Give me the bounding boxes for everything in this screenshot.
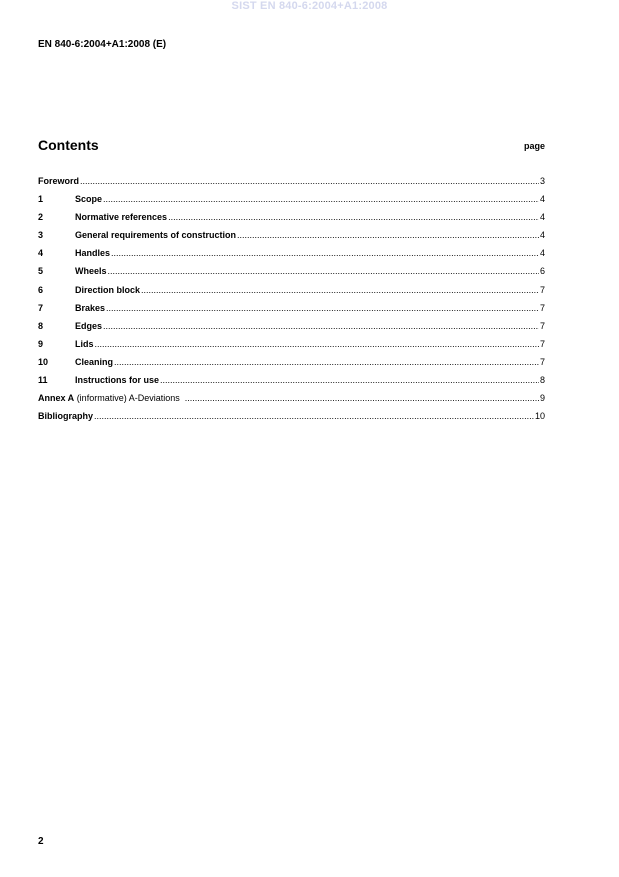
toc-entry-normative-references[interactable] xyxy=(38,211,545,229)
toc-entry-page: 7 xyxy=(539,356,545,367)
toc-leader-dots xyxy=(185,392,539,404)
toc-entry-foreword[interactable] xyxy=(38,175,545,193)
toc-entry-page: 6 xyxy=(539,266,545,277)
page-number: 2 xyxy=(38,836,44,847)
toc-leader-dots xyxy=(168,211,539,223)
toc-entry-number: 4 xyxy=(38,248,44,259)
toc-entry-page: 8 xyxy=(539,375,545,386)
contents-heading: Contents xyxy=(38,137,99,153)
toc-entry-title: Edges xyxy=(75,320,103,331)
toc-leader-dots xyxy=(141,284,539,296)
toc-entry-title: Scope xyxy=(75,194,103,205)
toc-entry-title: Foreword xyxy=(38,176,80,186)
document-identifier: EN 840-6:2004+A1:2008 (E) xyxy=(38,39,167,50)
toc-entry-number: 1 xyxy=(38,194,44,205)
toc-entry-number: 3 xyxy=(38,230,44,241)
toc-entry-page: 3 xyxy=(539,176,545,186)
toc-entry-page: 10 xyxy=(534,411,545,422)
toc-entry-title: Brakes xyxy=(75,302,106,313)
toc-entry-number: 10 xyxy=(38,356,49,367)
watermark-text: SIST EN 840-6:2004+A1:2008 xyxy=(231,0,388,12)
toc-entry-page: 4 xyxy=(539,194,545,205)
toc-leader-dots xyxy=(103,320,539,332)
toc-entry-note-text: (informative) A-Deviations xyxy=(76,393,180,404)
toc-entry-page: 7 xyxy=(539,338,545,349)
toc-entry-page: 4 xyxy=(539,212,545,223)
toc-entry-title: General requirements of construction xyxy=(75,230,237,241)
toc-entry-direction-block[interactable] xyxy=(38,284,545,302)
toc-entry-wheels[interactable] xyxy=(38,265,545,283)
toc-leader-dots xyxy=(237,229,539,241)
toc-entry-bibliography[interactable] xyxy=(38,410,545,428)
toc-entry-number: 6 xyxy=(38,284,44,295)
toc-entry-title: Cleaning xyxy=(75,356,114,367)
toc-entry-title: Bibliography xyxy=(38,411,94,422)
toc-entry-number: 11 xyxy=(38,375,48,386)
toc-leader-dots xyxy=(106,302,539,314)
toc-entry-title: Annex A xyxy=(38,393,75,404)
toc-leader-dots xyxy=(111,247,539,259)
toc-entry-general-requirements[interactable] xyxy=(38,229,545,247)
toc-entry-page: 4 xyxy=(539,230,545,241)
toc-leader-dots xyxy=(114,356,539,368)
page-column-label: page xyxy=(523,141,545,151)
toc-entry-page: 9 xyxy=(539,393,545,404)
toc-entry-note xyxy=(74,392,180,404)
toc-leader-dots xyxy=(95,338,539,350)
toc-entry-brakes[interactable] xyxy=(38,302,545,320)
toc-entry-page: 7 xyxy=(539,302,545,313)
toc-leader-dots xyxy=(103,193,539,205)
toc-entry-title: Lids xyxy=(75,338,94,349)
toc-leader-dots xyxy=(160,374,539,386)
toc-entry-number: 7 xyxy=(38,302,44,313)
toc-entry-number: 8 xyxy=(38,320,44,331)
toc-entry-lids[interactable] xyxy=(38,338,545,356)
toc-entry-annex-a[interactable] xyxy=(38,392,545,410)
toc-entry-title: Normative references xyxy=(75,212,168,223)
toc-entry-title: Handles xyxy=(75,248,111,259)
toc-entry-instructions-for-use[interactable] xyxy=(38,374,545,392)
toc-entry-page: 7 xyxy=(539,320,545,331)
toc-entry-cleaning[interactable] xyxy=(38,356,545,374)
table-of-contents xyxy=(38,175,545,428)
toc-entry-number: 2 xyxy=(38,212,44,223)
toc-entry-handles[interactable] xyxy=(38,247,545,265)
toc-leader-dots xyxy=(80,175,539,187)
toc-entry-page: 4 xyxy=(539,248,545,259)
toc-entry-edges[interactable] xyxy=(38,320,545,338)
toc-entry-title: Instructions for use xyxy=(75,375,160,386)
toc-entry-number: 5 xyxy=(38,266,44,277)
toc-leader-dots xyxy=(94,410,534,422)
toc-entry-number: 9 xyxy=(38,338,44,349)
toc-entry-scope[interactable] xyxy=(38,193,545,211)
toc-entry-page: 7 xyxy=(539,284,545,295)
toc-entry-title: Direction block xyxy=(75,284,141,295)
toc-entry-title: Wheels xyxy=(75,266,107,277)
toc-leader-dots xyxy=(108,265,539,277)
